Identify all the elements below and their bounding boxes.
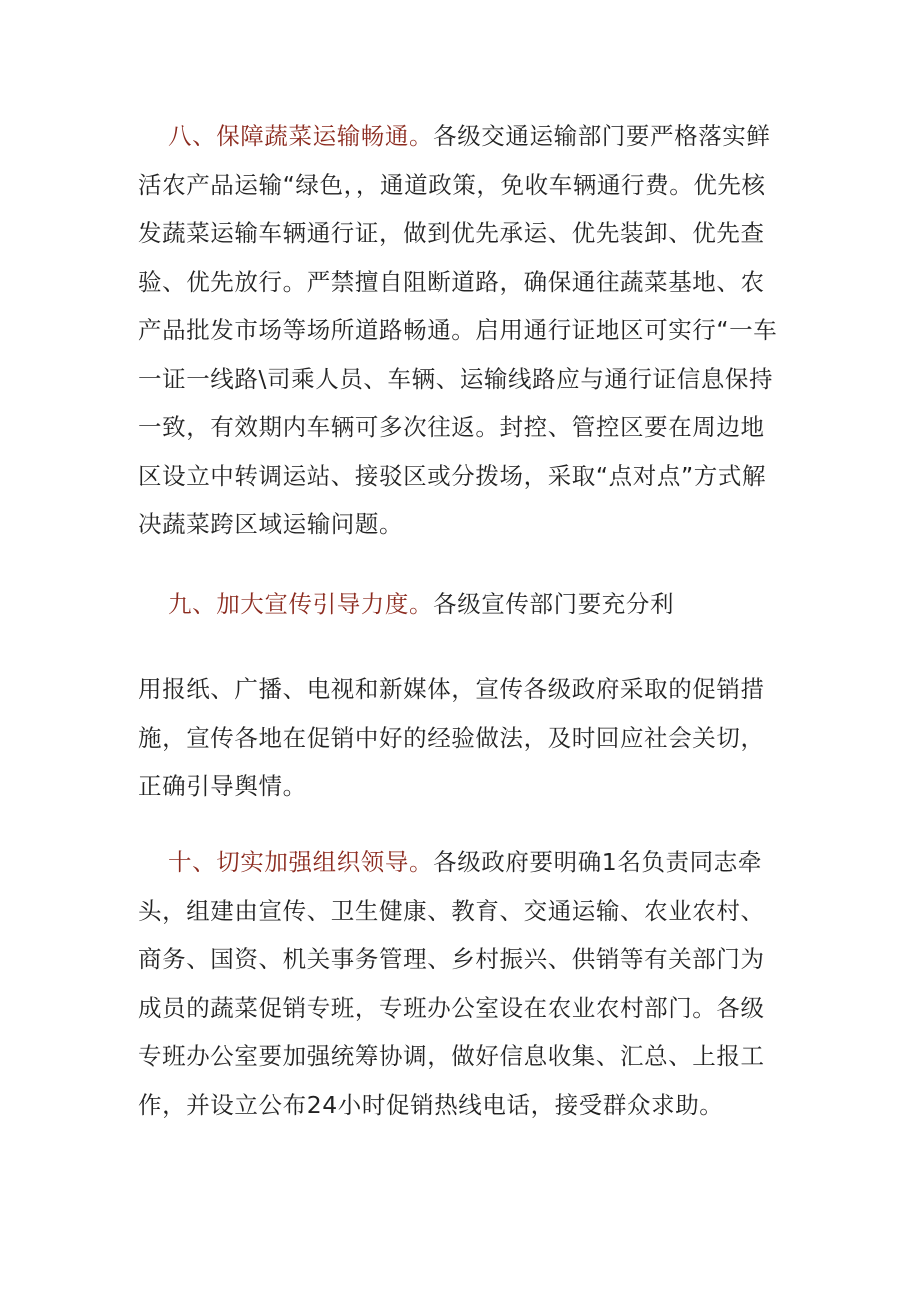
section-9-continuation: 用报纸、广播、电视和新媒体，宣传各级政府采取的促销措施，宣传各地在促销中好的经验做法，及时回应社会关切，正确引导舆情。 xyxy=(138,675,765,800)
section-9-first-line xyxy=(168,580,818,629)
section-10-paragraph xyxy=(138,838,788,1129)
section-10-heading: 十、切实加强组织领导。 xyxy=(168,848,434,876)
section-9-body-line1: 各级宣传部门要充分利 xyxy=(433,590,675,618)
section-8-heading: 八、保障蔬菜运输畅通。 xyxy=(168,122,434,150)
section-9-heading: 九、加大宣传引导力度。 xyxy=(168,590,434,618)
section-10-body: 各级政府要明确1名负责同志牵头，组建由宣传、卫生健康、教育、交通运输、农业农村、商务、国资、机关事务管理、乡村振兴、供销等有关部门为成员的蔬菜促销专班，专班办公室设在农业农村部门。各级专班办公室要加强统筹协调，做好信息收集、汇总、上报工作，并设立公布24小时促销热线电话，接受群众求助。 xyxy=(138,848,765,1119)
section-8-body: 各级交通运输部门要严格落实鲜活农产品运输“绿色，，通道政策，免收车辆通行费。优先核发蔬菜运输车辆通行证，做到优先承运、优先装卸、优先查验、优先放行。严禁擅自阻断道路，确保通往蔬菜基地、农产品批发市场等场所道路畅通。启用通行证地区可实行“一车一证一线路\司乘人员、车辆、运输线路应与通行证信息保持一致，有效期内车辆可多次往返。封控、管控区要在周边地区设立中转调运站、接驳区或分拨场，采取“点对点”方式解决蔬菜跨区域运输问题。 xyxy=(138,122,778,538)
section-8-paragraph xyxy=(138,112,788,549)
